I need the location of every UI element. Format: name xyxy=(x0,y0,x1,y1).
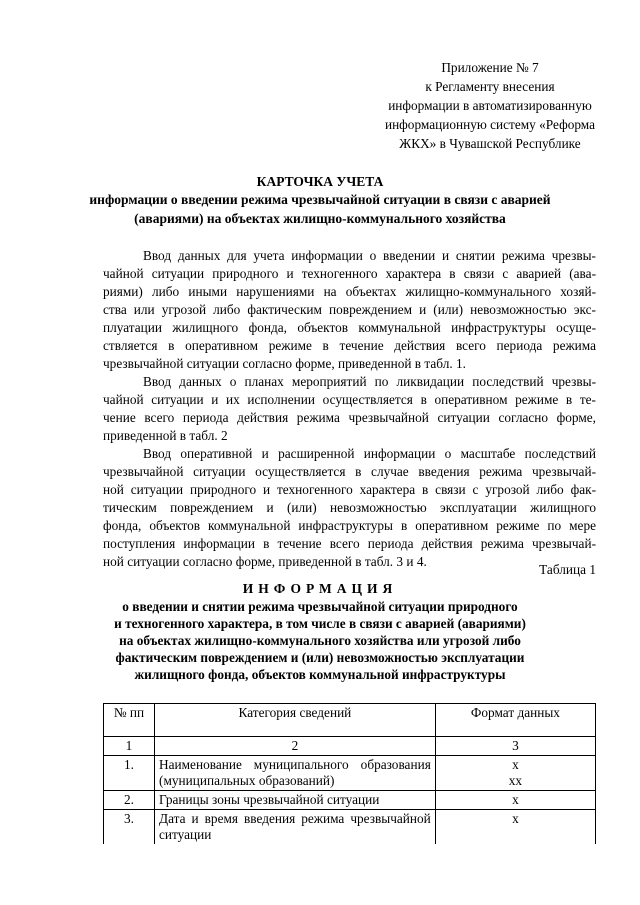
column-number-cell: 1 xyxy=(104,737,155,756)
row-format-cell xyxy=(435,756,595,791)
table-row xyxy=(104,810,596,845)
text-line: чрезвычайной ситуации согласно форме, приведенной в табл. 1. xyxy=(103,356,466,371)
text-line: тическим повреждением и (или) невозможностью эксплуатации жилищного xyxy=(103,500,596,515)
appendix-line: информационную систему «Реформа xyxy=(384,117,596,132)
text-line: чайной ситуации и их исполнении осуществляется в оперативном режиме в те- xyxy=(103,392,596,407)
paragraph-2 xyxy=(103,373,596,445)
appendix-line: информации в автоматизированную xyxy=(388,98,592,113)
row-number-cell: 2. xyxy=(104,791,155,810)
format-value: x xyxy=(512,792,519,807)
row-category-cell: Дата и время введения режима чрезвычайной ситуации xyxy=(155,810,436,845)
table-row xyxy=(104,756,596,791)
header-cell-number: № пп xyxy=(104,704,155,737)
table-row xyxy=(104,791,596,810)
appendix-line: Приложение № 7 xyxy=(441,60,539,75)
info-subtitle xyxy=(60,598,580,683)
card-subtitle-line: (авариями) на объектах жилищно-коммунального хозяйства xyxy=(134,211,506,226)
text-line: чение всего периода действия режима чрезвычайной ситуации согласно форме, xyxy=(103,410,596,425)
table-label: Таблица 1 xyxy=(539,562,596,577)
text-line: ства или угрозой либо фактическим повреждением и (или) невозможностью экс- xyxy=(103,302,596,317)
format-value: x xyxy=(512,757,519,772)
info-subtitle-line: и техногенного характера, в том числе в связи с аварией (авариями) xyxy=(114,616,526,631)
row-category-cell: Границы зоны чрезвычайной ситуации xyxy=(155,791,436,810)
text-line: поступления информации в течение всего периода действия режима чрезвычай- xyxy=(103,536,596,551)
text-line: Ввод оперативной и расширенной информации о масштабе последствий xyxy=(143,446,596,461)
header-cell-category: Категория сведений xyxy=(155,704,436,737)
text-line: чрезвычайной ситуации осуществляется в случае введения режима чрезвычай- xyxy=(103,464,596,479)
column-number-cell: 3 xyxy=(435,737,595,756)
appendix-note xyxy=(340,58,640,153)
card-title: КАРТОЧКА УЧЕТА xyxy=(256,174,384,189)
info-subtitle-line: жилищного фонда, объектов коммунальной инфраструктуры xyxy=(134,667,506,682)
header-cell-format: Формат данных xyxy=(435,704,595,737)
paragraph-1 xyxy=(103,247,596,373)
text-line: фонда, объектов коммунальной инфраструктуры в оперативном режиме по мере xyxy=(103,518,596,533)
text-line: ствляется в оперативном режиме в течение действия всего периода режима xyxy=(103,338,596,353)
table-column-numbers-row xyxy=(104,737,596,756)
body-text xyxy=(103,247,596,571)
text-line: приведенной в табл. 2 xyxy=(103,428,228,443)
info-subtitle-line: фактическим повреждением и (или) невозможностью эксплуатации xyxy=(115,650,525,665)
text-line: ной ситуации согласно форме, приведенной в табл. 3 и 4. xyxy=(103,554,427,569)
text-line: риями) либо иными нарушениями на объектах жилищно-коммунального хозяй- xyxy=(103,284,596,299)
row-number-cell: 3. xyxy=(104,810,155,845)
column-number-cell: 2 xyxy=(155,737,436,756)
info-table xyxy=(103,703,596,844)
text-line: чайной ситуации природного и техногенного характера в связи с аварией (ава- xyxy=(103,266,596,281)
card-subtitle-line: информации о введении режима чрезвычайной ситуации в связи с аварией xyxy=(89,192,551,207)
format-value: xx xyxy=(508,773,523,788)
card-subtitle xyxy=(60,190,580,228)
row-format-cell xyxy=(435,810,595,845)
text-line: Ввод данных для учета информации о введении и снятии режима чрезвы- xyxy=(143,248,596,263)
paragraph-3 xyxy=(103,445,596,571)
row-format-cell xyxy=(435,791,595,810)
text-line: Ввод данных о планах мероприятий по ликвидации последствий чрезвы- xyxy=(143,374,596,389)
row-category-cell: Наименование муниципального образования (муниципальных образований) xyxy=(155,756,436,791)
info-subtitle-line: о введении и снятии режима чрезвычайной ситуации природного xyxy=(122,599,518,614)
appendix-line: ЖКХ» в Чувашской Республике xyxy=(399,136,581,151)
table-header-row xyxy=(104,704,596,737)
row-number-cell: 1. xyxy=(104,756,155,791)
appendix-line: к Регламенту внесения xyxy=(425,79,555,94)
text-line: плуатации жилищного фонда, объектов коммунальной инфраструктуры осуще- xyxy=(103,320,596,335)
info-heading: ИНФОРМАЦИЯ xyxy=(242,581,398,596)
text-line: ной ситуации природного и техногенного характера в связи с угрозой либо фак- xyxy=(103,482,596,497)
format-value: x xyxy=(512,811,519,826)
info-subtitle-line: на объектах жилищно-коммунального хозяйства или угрозой либо xyxy=(119,633,521,648)
